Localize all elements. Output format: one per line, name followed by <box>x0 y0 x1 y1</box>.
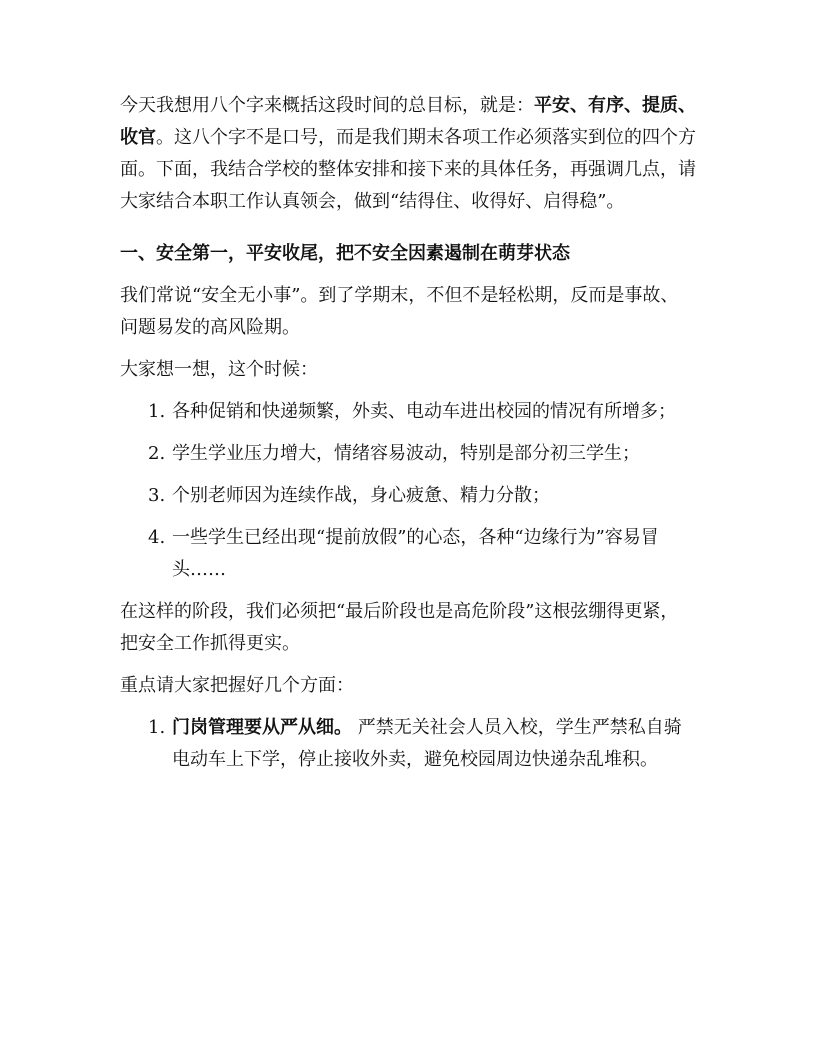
intro-text-2: 。这八个字不是口号，而是我们期末各项工作必须落实到位的四个方面。下面，我结合学校的整体安排和接下来的具体任务，再强调几点，请大家结合本职工作认真领会，做到“结得住、收得好、启得稳”。 <box>120 127 696 212</box>
list-item-text: 严禁无关社会人员入校，学生严禁私自骑电动车上下学，停止接收外卖，避免校园周边快递杂乱堆积。 <box>172 717 682 770</box>
list-number: 4. <box>148 527 166 548</box>
list-item-text: 学生学业压力增大，情绪容易波动，特别是部分初三学生； <box>172 443 640 464</box>
list-number: 3. <box>148 485 166 506</box>
safety-paragraph-1: 我们常说“安全无小事”。到了学期末，不但不是轻松期，反而是事故、问题易发的高风险期。 <box>120 285 679 338</box>
intro-emphasis: 平安、有序、提质、收官 <box>120 95 696 148</box>
document-page <box>120 90 696 776</box>
list-item-text: 一些学生已经出现“提前放假”的心态，各种“边缘行为”容易冒头…… <box>172 527 659 580</box>
safety-paragraph-2: 大家想一想，这个时候： <box>120 359 318 380</box>
list-item <box>120 712 696 776</box>
list-item-text: 个别老师因为连续作战，身心疲惫、精力分散； <box>172 485 550 506</box>
list-number: 1. <box>148 401 166 422</box>
list-number: 2. <box>148 443 166 464</box>
list-item-text: 各种促销和快递频繁，外卖、电动车进出校园的情况有所增多； <box>172 401 676 422</box>
intro-text-1: 今天我想用八个字来概括这段时间的总目标，就是： <box>120 95 534 116</box>
intro-paragraph <box>120 90 696 218</box>
safety-paragraph-3: 在这样的阶段，我们必须把“最后阶段也是高危阶段”这根弦绷得更紧，把安全工作抓得更实。 <box>120 601 679 654</box>
list-item-emphasis: 门岗管理要从严从细。 <box>172 717 352 738</box>
list-item <box>120 396 696 428</box>
focus-list <box>120 712 696 776</box>
list-item <box>120 438 696 470</box>
safety-paragraph-4: 重点请大家把握好几个方面： <box>120 675 354 696</box>
list-item <box>120 522 696 586</box>
section-heading-safety: 一、安全第一，平安收尾，把不安全因素遏制在萌芽状态 <box>120 243 570 264</box>
list-item <box>120 480 696 512</box>
list-number: 1. <box>148 717 166 738</box>
risk-list <box>120 396 696 586</box>
